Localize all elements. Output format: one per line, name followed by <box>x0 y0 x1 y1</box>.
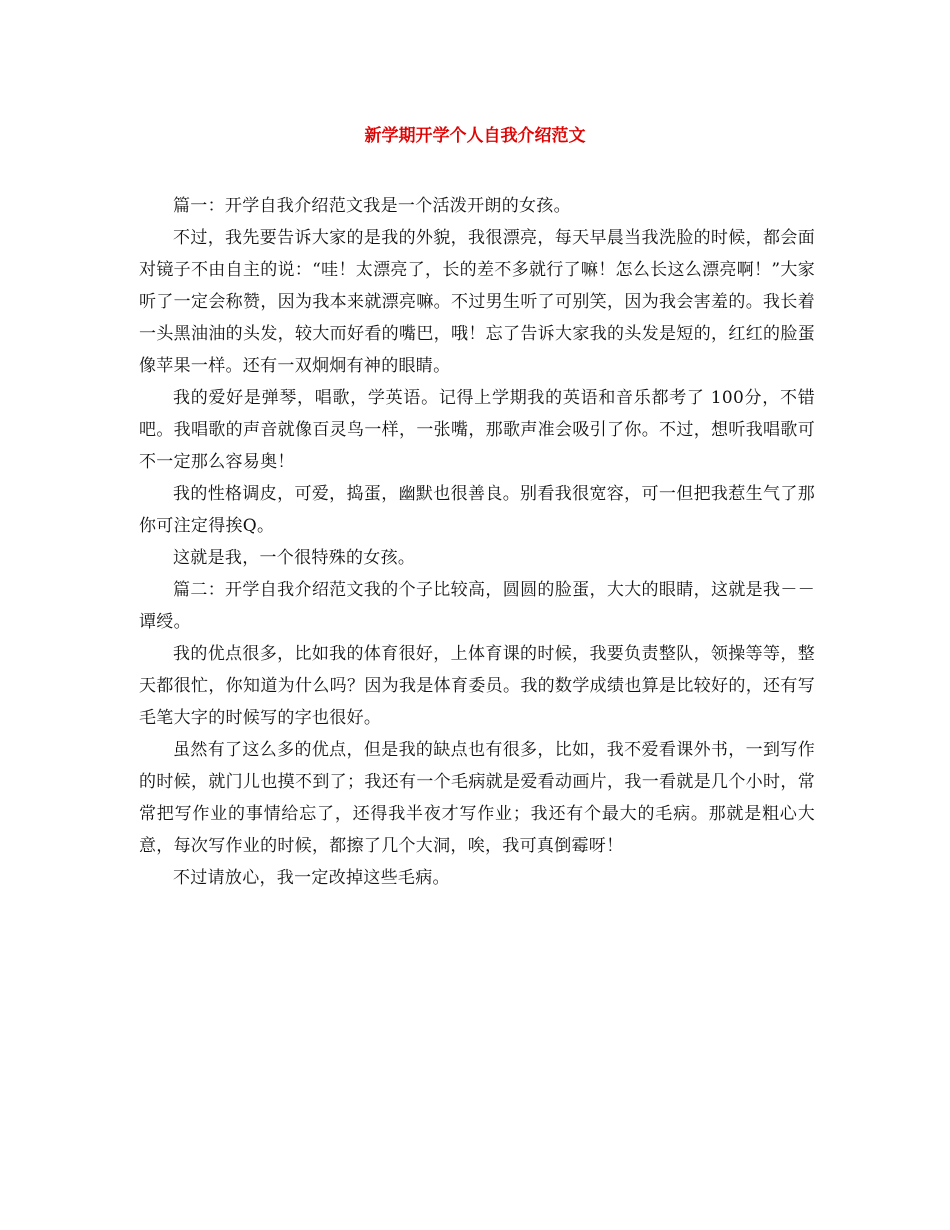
paragraph: 篇二：开学自我介绍范文我的个子比较高，圆圆的脸蛋，大大的眼睛，这就是我－－谭绶。 <box>139 580 815 632</box>
paragraph: 虽然有了这么多的优点，但是我的缺点也有很多，比如，我不爱看课外书，一到写作的时候，就门儿也摸不到了；我还有一个毛病就是爱看动画片，我一看就是几个小时，常常把写作业的事情给忘了，还得我半夜才写作业；我还有个最大的毛病。那就是粗心大意，每次写作业的时候，都擦了几个大洞，唉，我可真倒霉呀！ <box>139 740 815 856</box>
paragraph: 我的性格调皮，可爱，捣蛋，幽默也很善良。别看我很宽容，可一但把我惹生气了那你可注定得挨Q。 <box>139 484 815 536</box>
document-title: 新学期开学个人自我介绍范文 <box>364 126 586 146</box>
paragraph: 不过请放心，我一定改掉这些毛病。 <box>173 868 450 888</box>
paragraph: 我的爱好是弹琴，唱歌，学英语。记得上学期我的英语和音乐都考了 100分，不错吧。我唱歌的声音就像百灵鸟一样，一张嘴，那歌声准会吸引了你。不过，想听我唱歌可不一定那么容易奥！ <box>139 388 815 472</box>
paragraph: 这就是我，一个很特殊的女孩。 <box>173 548 416 568</box>
paragraph: 我的优点很多，比如我的体育很好，上体育课的时候，我要负责整队，领操等等，整天都很忙，你知道为什么吗？因为我是体育委员。我的数学成绩也算是比较好的，还有写毛笔大字的时候写的字也很好。 <box>139 644 815 728</box>
paragraph: 不过，我先要告诉大家的是我的外貌，我很漂亮，每天早晨当我洗脸的时候，都会面对镜子不由自主的说：“哇！太漂亮了，长的差不多就行了嘛！怎么长这么漂亮啊！”大家听了一定会称赞，因为我本来就漂亮嘛。不过男生听了可别笑，因为我会害羞的。我长着一头黑油油的头发，较大而好看的嘴巴，哦！忘了告诉大家我的头发是短的，红红的脸蛋像苹果一样。还有一双炯炯有神的眼睛。 <box>139 228 815 376</box>
document-body <box>139 190 815 894</box>
paragraph: 篇一：开学自我介绍范文我是一个活泼开朗的女孩。 <box>173 196 571 216</box>
